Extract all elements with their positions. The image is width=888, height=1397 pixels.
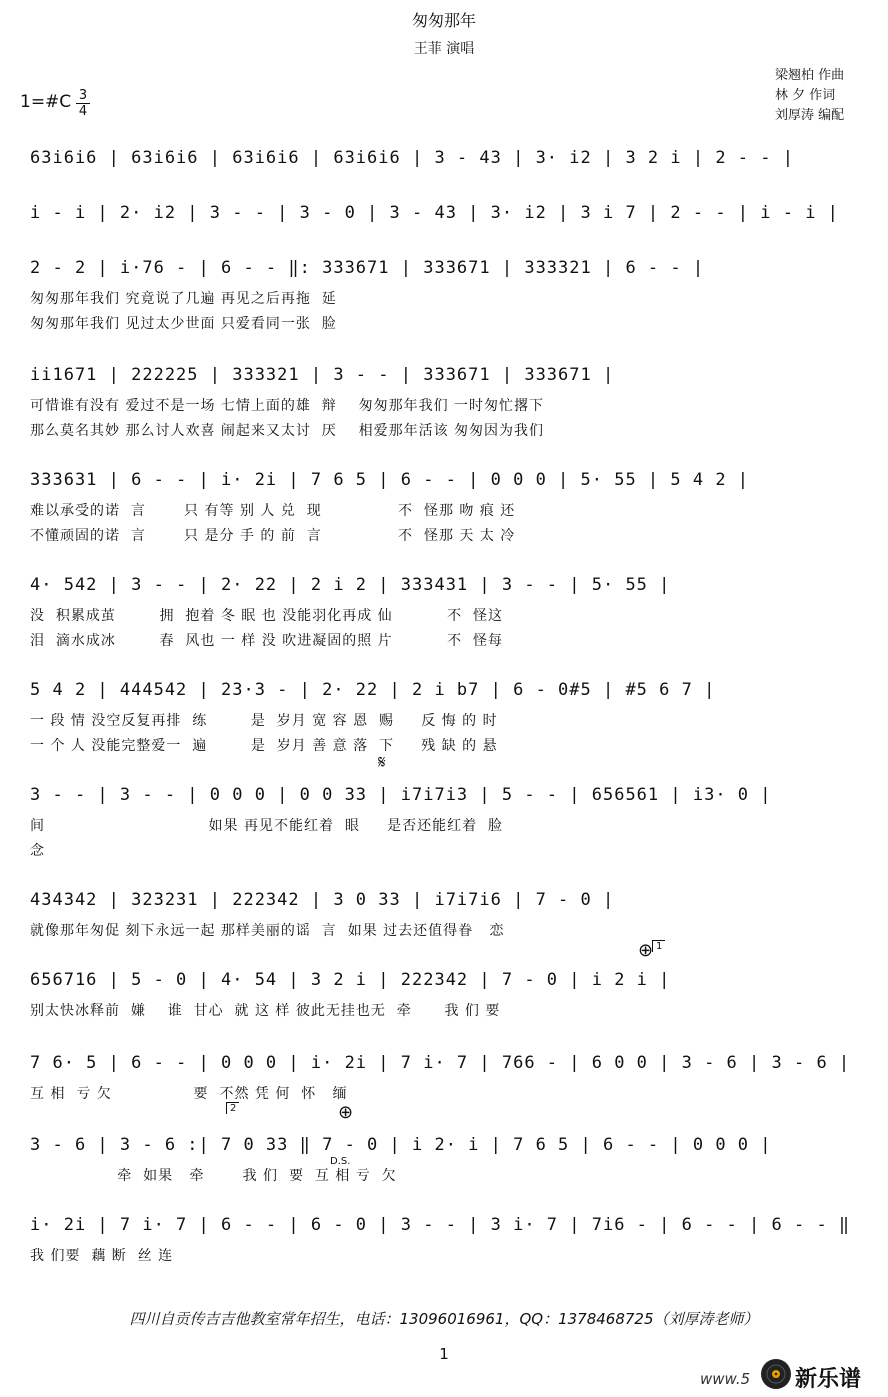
performer: 王菲 演唱 (413, 41, 475, 57)
lyric-line-1: 互 相 亏 欠 要 不然 凭 何 怀 缅 (30, 1086, 348, 1102)
brand-logo: 新乐谱 (795, 1367, 862, 1392)
ds-mark: D.S. (330, 1156, 351, 1167)
notation-line: 434342 | 323231 | 222342 | 3 0 33 | i7i7i6 | 7 - 0 | (30, 890, 615, 910)
notation-line: 4· 542 | 3 - - | 2· 22 | 2 i 2 | 333431 | 3 - - | 5· 55 | (30, 575, 671, 595)
key-signature: 1=#C (20, 92, 72, 112)
lyric-line-2: 匆匆那年我们 见过太少世面 只爱看同一张 脸 (30, 316, 337, 332)
lyric-line-1: 我 们要 藕 断 丝 连 (30, 1248, 174, 1264)
notation-line: i· 2i | 7 i· 7 | 6 - - | 6 - 0 | 3 - - | 3 i· 7 | 7i6 - | 6 - - | 6 - - ‖ (30, 1215, 851, 1235)
lyric-line-2: 那么莫名其妙 那么讨人欢喜 闹起来又太讨 厌 相爱那年活该 匆匆因为我们 (30, 423, 545, 439)
lyric-line-2: 泪 滴水成冰 春 风也 一 样 没 吹进凝固的照 片 不 怪每 (30, 633, 504, 649)
vinyl-icon (760, 1358, 792, 1394)
notation-line: i - i | 2· i2 | 3 - - | 3 - 0 | 3 - 43 | 3· i2 | 3 i 7 | 2 - - | i - i | (30, 203, 839, 223)
footer-notice: 四川自贡传吉吉他教室常年招生，电话：13096016961，QQ：1378468725（刘厚涛老师） (129, 1310, 759, 1328)
page-number: 1 (439, 1345, 449, 1363)
lyric-line-2: 一 个 人 没能完整爱一 遍 是 岁月 善 意 落 下 残 缺 的 悬 (30, 738, 498, 754)
meter-bottom: 4 (78, 104, 88, 119)
composer-credit: 梁翘柏 作曲 (775, 68, 845, 83)
lyric-line-1: 牵 如果 牵 我 们 要 互 相 亏 欠 (30, 1168, 397, 1184)
lyric-line-1: 没 积累成茧 拥 抱着 冬 眠 也 没能羽化再成 仙 不 怪这 (30, 608, 504, 624)
lyric-line-1: 难以承受的诺 言 只 有等 别 人 兑 现 不 怪那 吻 痕 还 (30, 503, 516, 519)
notation-line: 656716 | 5 - 0 | 4· 54 | 3 2 i | 222342 | 7 - 0 | i 2 i | (30, 970, 671, 990)
lyric-line-2: 不懂顽固的诺 言 只 是分 手 的 前 言 不 怪那 天 太 冷 (30, 528, 516, 544)
segno-mark: 𝄋 (378, 752, 386, 773)
arranger-credit: 刘厚涛 编配 (775, 108, 845, 123)
lyricist-credit: 林 夕 作词 (775, 88, 836, 103)
lyric-line-1: 一 段 情 没空反复再排 练 是 岁月 宽 容 恩 赐 反 悔 的 时 (30, 713, 498, 729)
notation-line: 63i6i6 | 63i6i6 | 63i6i6 | 63i6i6 | 3 - 43 | 3· i2 | 3 2 i | 2 - - | (30, 148, 794, 168)
notation-line: 3 - 6 | 3 - 6 :| 7 0 33 ‖ 7 - 0 | i 2· i | 7 6 5 | 6 - - | 0 0 0 | (30, 1135, 772, 1155)
coda-mark-2: ⊕ (338, 1102, 354, 1123)
lyric-line-1: 可惜谁有没有 爱过不是一场 七情上面的雄 辩 匆匆那年我们 一时匆忙撂下 (30, 398, 545, 414)
lyric-line-2: 念 (30, 843, 45, 859)
lyric-line-1: 间 如果 再见不能红着 眼 是否还能红着 脸 (30, 818, 504, 834)
lyric-line-1: 匆匆那年我们 究竟说了几遍 再见之后再拖 延 (30, 291, 337, 307)
notation-line: 333631 | 6 - - | i· 2i | 7 6 5 | 6 - - | 0 0 0 | 5· 55 | 5 4 2 | (30, 470, 750, 490)
notation-line: 2 - 2 | i·76 - | 6 - - ‖: 333671 | 333671 | 333321 | 6 - - | (30, 258, 705, 278)
notation-line: 7 6· 5 | 6 - - | 0 0 0 | i· 2i | 7 i· 7 | 766 - | 6 0 0 | 3 - 6 | 3 - 6 | (30, 1053, 851, 1073)
watermark-url: www.5 (700, 1370, 751, 1388)
lyric-line-1: 就像那年匆促 刻下永远一起 那样美丽的谣 言 如果 过去还值得眷 恋 (30, 923, 505, 939)
volta-2: 2 (226, 1102, 239, 1114)
coda-mark-1: ⊕ (638, 940, 654, 961)
notation-line: 3 - - | 3 - - | 0 0 0 | 0 0 33 | i7i7i3 | 5 - - | 656561 | i3· 0 | (30, 785, 772, 805)
volta-1: 1 (652, 940, 665, 952)
meter-top: 3 (76, 88, 90, 104)
credits (775, 66, 844, 126)
lyric-line-1: 别太快冰释前 嫌 谁 甘心 就 这 样 彼此无挂也无 牵 我 们 要 (30, 1003, 501, 1019)
song-title: 匆匆那年 (411, 11, 476, 30)
notation-line: ii1671 | 222225 | 333321 | 3 - - | 333671 | 333671 | (30, 365, 615, 385)
time-signature (76, 88, 90, 119)
notation-line: 5 4 2 | 444542 | 23·3 - | 2· 22 | 2 i b7 | 6 - 0#5 | #5 6 7 | (30, 680, 716, 700)
